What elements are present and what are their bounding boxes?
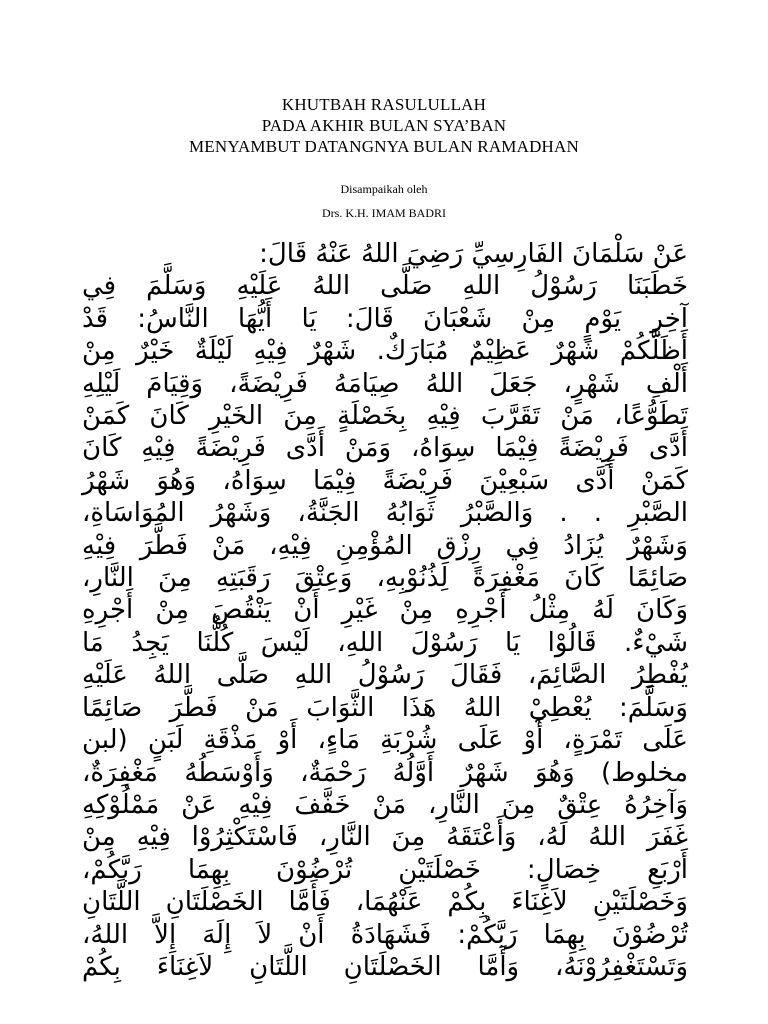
arabic-line: يُفْطِرُ الصَّائِمَ، فَقَالَ رَسُوْلُ اللهِ صَلَّى اللهُ عَلَيْهِ: [82, 660, 688, 691]
arabic-line: شَيْءٌ. قَالُوْا يَا رَسُوْلَ اللهِ، لَيْسَ كُلُّنَا يَجِدُ مَا: [82, 627, 688, 658]
arabic-line: خَطَبَنَا رَسُوْلُ اللهِ صَلَّى اللهُ عَلَيْهِ وَسَلَّمَ فِي: [82, 271, 688, 302]
arabic-line: وَتَسْتَغْفِرُوْنَهُ، وَأَمَّا الخَصْلَتَانِ اللَّتَانِ لاَغِنَاءَ بِكُمْ: [82, 951, 688, 982]
arabic-line: آخِرِ يَوْمٍ مِنْ شَعْبَانَ قَالَ: يَا أَيُّهَا النَّاسُ: قَدْ: [82, 303, 688, 334]
arabic-line: وَخَصْلَتَيْنِ لاَغِنَاءَ بِكُمْ عَنْهُمَا، فَأَمَّا الخَصْلَتَانِ اللَّتَانِ: [82, 887, 688, 918]
arabic-line: كَمَنْ أَدَّى سَبْعِيْنَ فَرِيْضَةً فِيْمَا سِوَاهُ، وَهُوَ شَهْرُ: [82, 465, 688, 496]
arabic-line: عَلَى تَمْرَةٍ، أَوْ عَلَى شُرْبَةِ مَاءٍ، أَوْ مَذْقَةِ لَبَنٍ (لبن: [82, 725, 688, 756]
arabic-line: غَفَرَ اللهُ لَهُ، وَأَعْتَقَهُ مِنَ النَّارِ، فَاسْتَكْثِرُوْا فِيْهِ مِنْ: [82, 822, 688, 853]
title-line-3: MENYAMBUT DATANGNYA BULAN RAMADHAN: [188, 137, 579, 156]
title-line-1: KHUTBAH RASULULLAH: [281, 95, 487, 114]
arabic-line: وَكَانَ لَهُ مِثْلُ أَجْرِهِ مِنْ غَيْرِ أَنْ يَنْقُصَ مِنْ أَجْرِهِ: [82, 595, 688, 626]
khutbah-title: [0, 94, 768, 157]
arabic-line: صَائِمًا كَانَ مَغْفِرَةً لِذُنُوْبِهِ، وَعِتْقَ رَقَبَتِهِ مِنَ النَّارِ،: [82, 563, 688, 594]
arabic-khutbah-text: [82, 238, 688, 983]
title-line-2: PADA AKHIR BULAN SYA’BAN: [261, 116, 507, 135]
arabic-line: مخلوط) وَهُوَ شَهْرٌ أَوَّلُهُ رَحْمَةٌ، وَأَوْسَطُهُ مَغْفِرَةٌ،: [82, 757, 688, 788]
arabic-line: أَرْبَعِ خِصَالٍ: خَصْلَتَيْنِ تُرْضُوْنَ بِهِمَا رَبَّكُمْ،: [82, 854, 688, 885]
arabic-line: أَلْفِ شَهْرٍ، جَعَلَ اللهُ صِيَامَهُ فَرِيْضَةً، وَقِيَامَ لَيْلِهِ: [82, 368, 688, 399]
presented-by-label: Disampaikah oleh: [340, 182, 428, 196]
arabic-line: أَظَلَّكُمْ شَهْرٌ عَظِيْمٌ مُبَارَكٌ. شَهْرٌ فِيْهِ لَيْلَةٌ خَيْرٌ مِنْ: [82, 336, 688, 367]
arabic-line: تُرْضُوْنَ بِهِمَا رَبَّكُمْ: فَشَهَادَةُ أَنْ لاَ إِلَهَ إِلاَّ اللهُ،: [82, 919, 688, 950]
arabic-line: وَشَهْرٌ يُزَادُ فِي رِزْقِ المُؤْمِنِ فِيْهِ، مَنْ فَطَّرَ فِيْهِ: [82, 530, 688, 561]
arabic-line: وَسَلَّمَ: يُعْطِيْ اللهُ هَذَا الثَّوَابَ مَنْ فَطَّرَ صَائِمًا: [82, 692, 688, 723]
arabic-line: تَطَوُّعًا، مَنْ تَقَرَّبَ فِيْهِ بِخَصْلَةٍ مِنَ الخَيْرِ كَانَ كَمَنْ: [82, 401, 688, 432]
arabic-line: وَآخِرُهُ عِتْقٌ مِنَ النَّارِ، مَنْ خَفَّفَ فِيْهِ عَنْ مَمْلُوْكِهِ: [82, 789, 688, 820]
author-name: Drs. K.H. IMAM BADRI: [321, 206, 446, 220]
arabic-line: أَدَّى فَرِيْضَةً فِيْمَا سِوَاهُ، وَمَنْ أَدَّى فَرِيْضَةً فِيْهِ كَانَ: [82, 433, 688, 464]
arabic-line: عَنْ سَلْمَانَ الفَارِسِيِّ رَضِيَ اللهُ عَنْهُ قَالَ:: [259, 239, 688, 269]
arabic-line: الصَّبْرِ . . وَالصَّبْرُ ثَوَابُهُ الجَنَّةُ، وَشَهْرُ المُوَاسَاةِ،: [82, 498, 688, 529]
